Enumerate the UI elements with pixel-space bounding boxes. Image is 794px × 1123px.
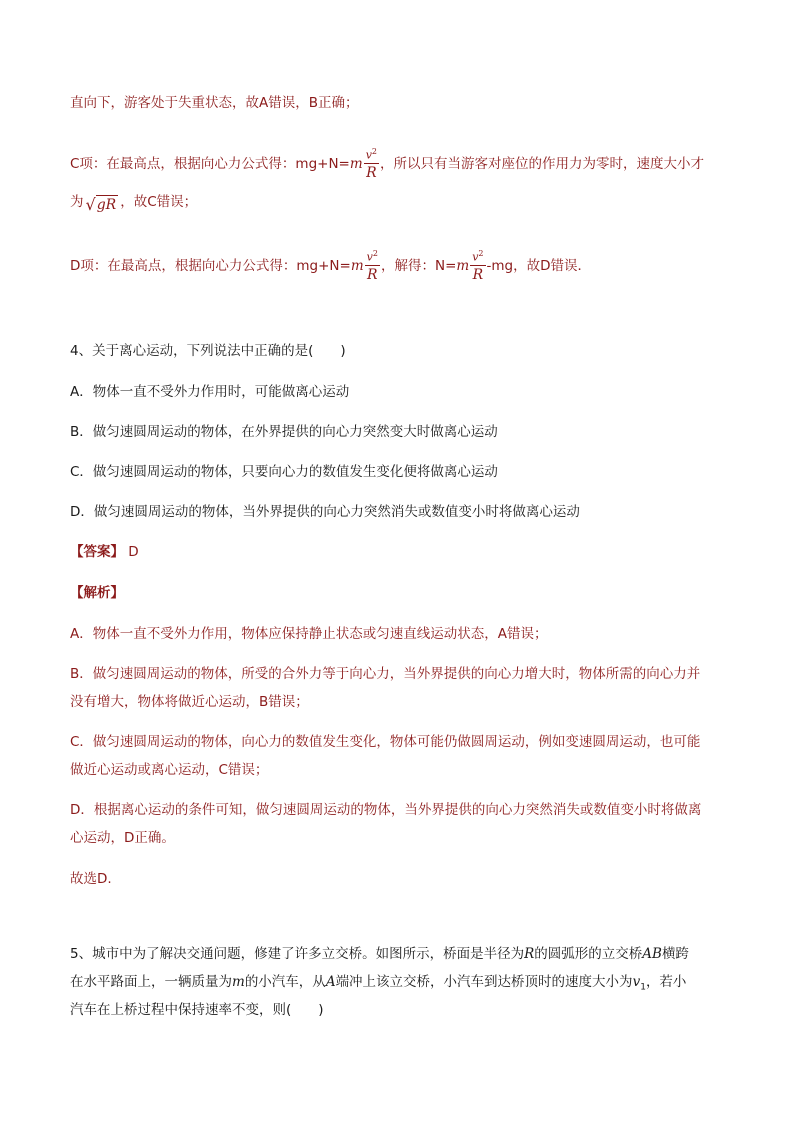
- math-r: R: [524, 946, 535, 962]
- fraction-v2-over-r: [470, 250, 485, 282]
- math-m: m: [349, 155, 363, 172]
- analysis-line: 没有增大，物体将做近心运动，B错误；: [70, 694, 309, 710]
- analysis-line: 心运动，D正确。: [70, 830, 175, 846]
- analysis-text: ，所以只有当游客对座位的作用力为零时，速度大小才: [380, 155, 704, 172]
- fraction-numerator: v: [472, 250, 479, 264]
- answer-value: D: [128, 544, 139, 560]
- question-4-option-d: D．做匀速圆周运动的物体，当外界提供的向心力突然消失或数值变小时将做离心运动: [70, 504, 580, 520]
- question-4-option-b: B．做匀速圆周运动的物体，在外界提供的向心力突然变大时做离心运动: [70, 424, 498, 440]
- question-5-line-2: [70, 972, 686, 998]
- superscript: 2: [371, 147, 377, 156]
- fraction-numerator: v: [365, 148, 372, 162]
- analysis-text: 为: [70, 194, 84, 210]
- answer-label: 【答案】: [70, 544, 124, 560]
- fraction-denominator: R: [472, 266, 484, 283]
- square-root: √ gR: [85, 195, 117, 214]
- analysis-line: 做近心运动或离心运动，C错误；: [70, 762, 269, 778]
- subscript: 1: [640, 982, 646, 993]
- fraction-v2-over-r: [364, 148, 379, 180]
- analysis-line: D．根据离心运动的条件可知，做匀速圆周运动的物体，当外界提供的向心力突然消失或数值变小时将做离: [70, 802, 702, 818]
- analysis-line: B．做匀速圆周运动的物体，所受的合外力等于向心力，当外界提供的向心力增大时，物体所需的向心力并: [70, 666, 701, 682]
- question-4-stem: 4、关于离心运动，下列说法中正确的是( ): [70, 343, 346, 359]
- analysis-line: C．做匀速圆周运动的物体，向心力的数值发生变化，物体可能仍做圆周运动，例如变速圆周运动，也可能: [70, 734, 701, 750]
- fraction-denominator: R: [366, 164, 377, 181]
- superscript: 2: [372, 249, 378, 258]
- question-text: 端冲上该立交桥，小汽车到达桥顶时的速度大小为: [335, 974, 633, 990]
- math-m: m: [232, 974, 245, 990]
- question-text: 在水平路面上，一辆质量为: [70, 974, 232, 990]
- analysis-text: -mg，故D错误．: [486, 257, 592, 274]
- analysis-text: 直向下，游客处于失重状态，故A错误，B正确；: [70, 95, 359, 111]
- analysis-label: 【解析】: [70, 585, 124, 601]
- analysis-line-ab: [70, 93, 359, 113]
- analysis-text: ，解得：N=: [380, 257, 457, 274]
- fraction-numerator: v: [366, 250, 373, 264]
- radicand: gR: [96, 197, 117, 213]
- analysis-line-c2: [70, 192, 197, 213]
- question-text: 5、城市中为了解决交通问题，修建了许多立交桥。如图所示，桥面是半径为: [70, 946, 525, 962]
- analysis-text: ，故C错误；: [120, 194, 198, 210]
- question-5-line-1: [70, 944, 689, 964]
- question-4-option-c: C．做匀速圆周运动的物体，只要向心力的数值发生变化便将做离心运动: [70, 464, 498, 480]
- math-v: v: [632, 974, 641, 990]
- analysis-line-c: [70, 148, 704, 180]
- question-text: ，若小: [645, 974, 687, 990]
- analysis-text: D项：在最高点，根据向心力公式得：mg+N=: [70, 257, 351, 274]
- fraction-denominator: R: [367, 266, 378, 283]
- analysis-line-d: [70, 250, 591, 282]
- math-m: m: [350, 257, 364, 274]
- question-text: 的圆弧形的立交桥: [534, 946, 643, 962]
- analysis-text: C项：在最高点，根据向心力公式得：mg+N=: [70, 155, 350, 172]
- math-ab: AB: [642, 946, 662, 962]
- superscript: 2: [478, 249, 484, 258]
- question-4-option-a: A．物体一直不受外力作用时，可能做离心运动: [70, 384, 350, 400]
- question-5-line-3: 汽车在上桥过程中保持速率不变，则( ): [70, 1002, 324, 1018]
- answer-row: [70, 542, 139, 562]
- analysis-line: A．物体一直不受外力作用，物体应保持静止状态或匀速直线运动状态，A错误；: [70, 626, 548, 642]
- question-text: 的小汽车，从: [244, 974, 326, 990]
- math-a: A: [325, 974, 336, 990]
- conclusion: 故选D.: [70, 871, 112, 887]
- math-m: m: [456, 257, 470, 274]
- question-text: 横跨: [661, 946, 689, 962]
- fraction-v2-over-r: [365, 250, 380, 282]
